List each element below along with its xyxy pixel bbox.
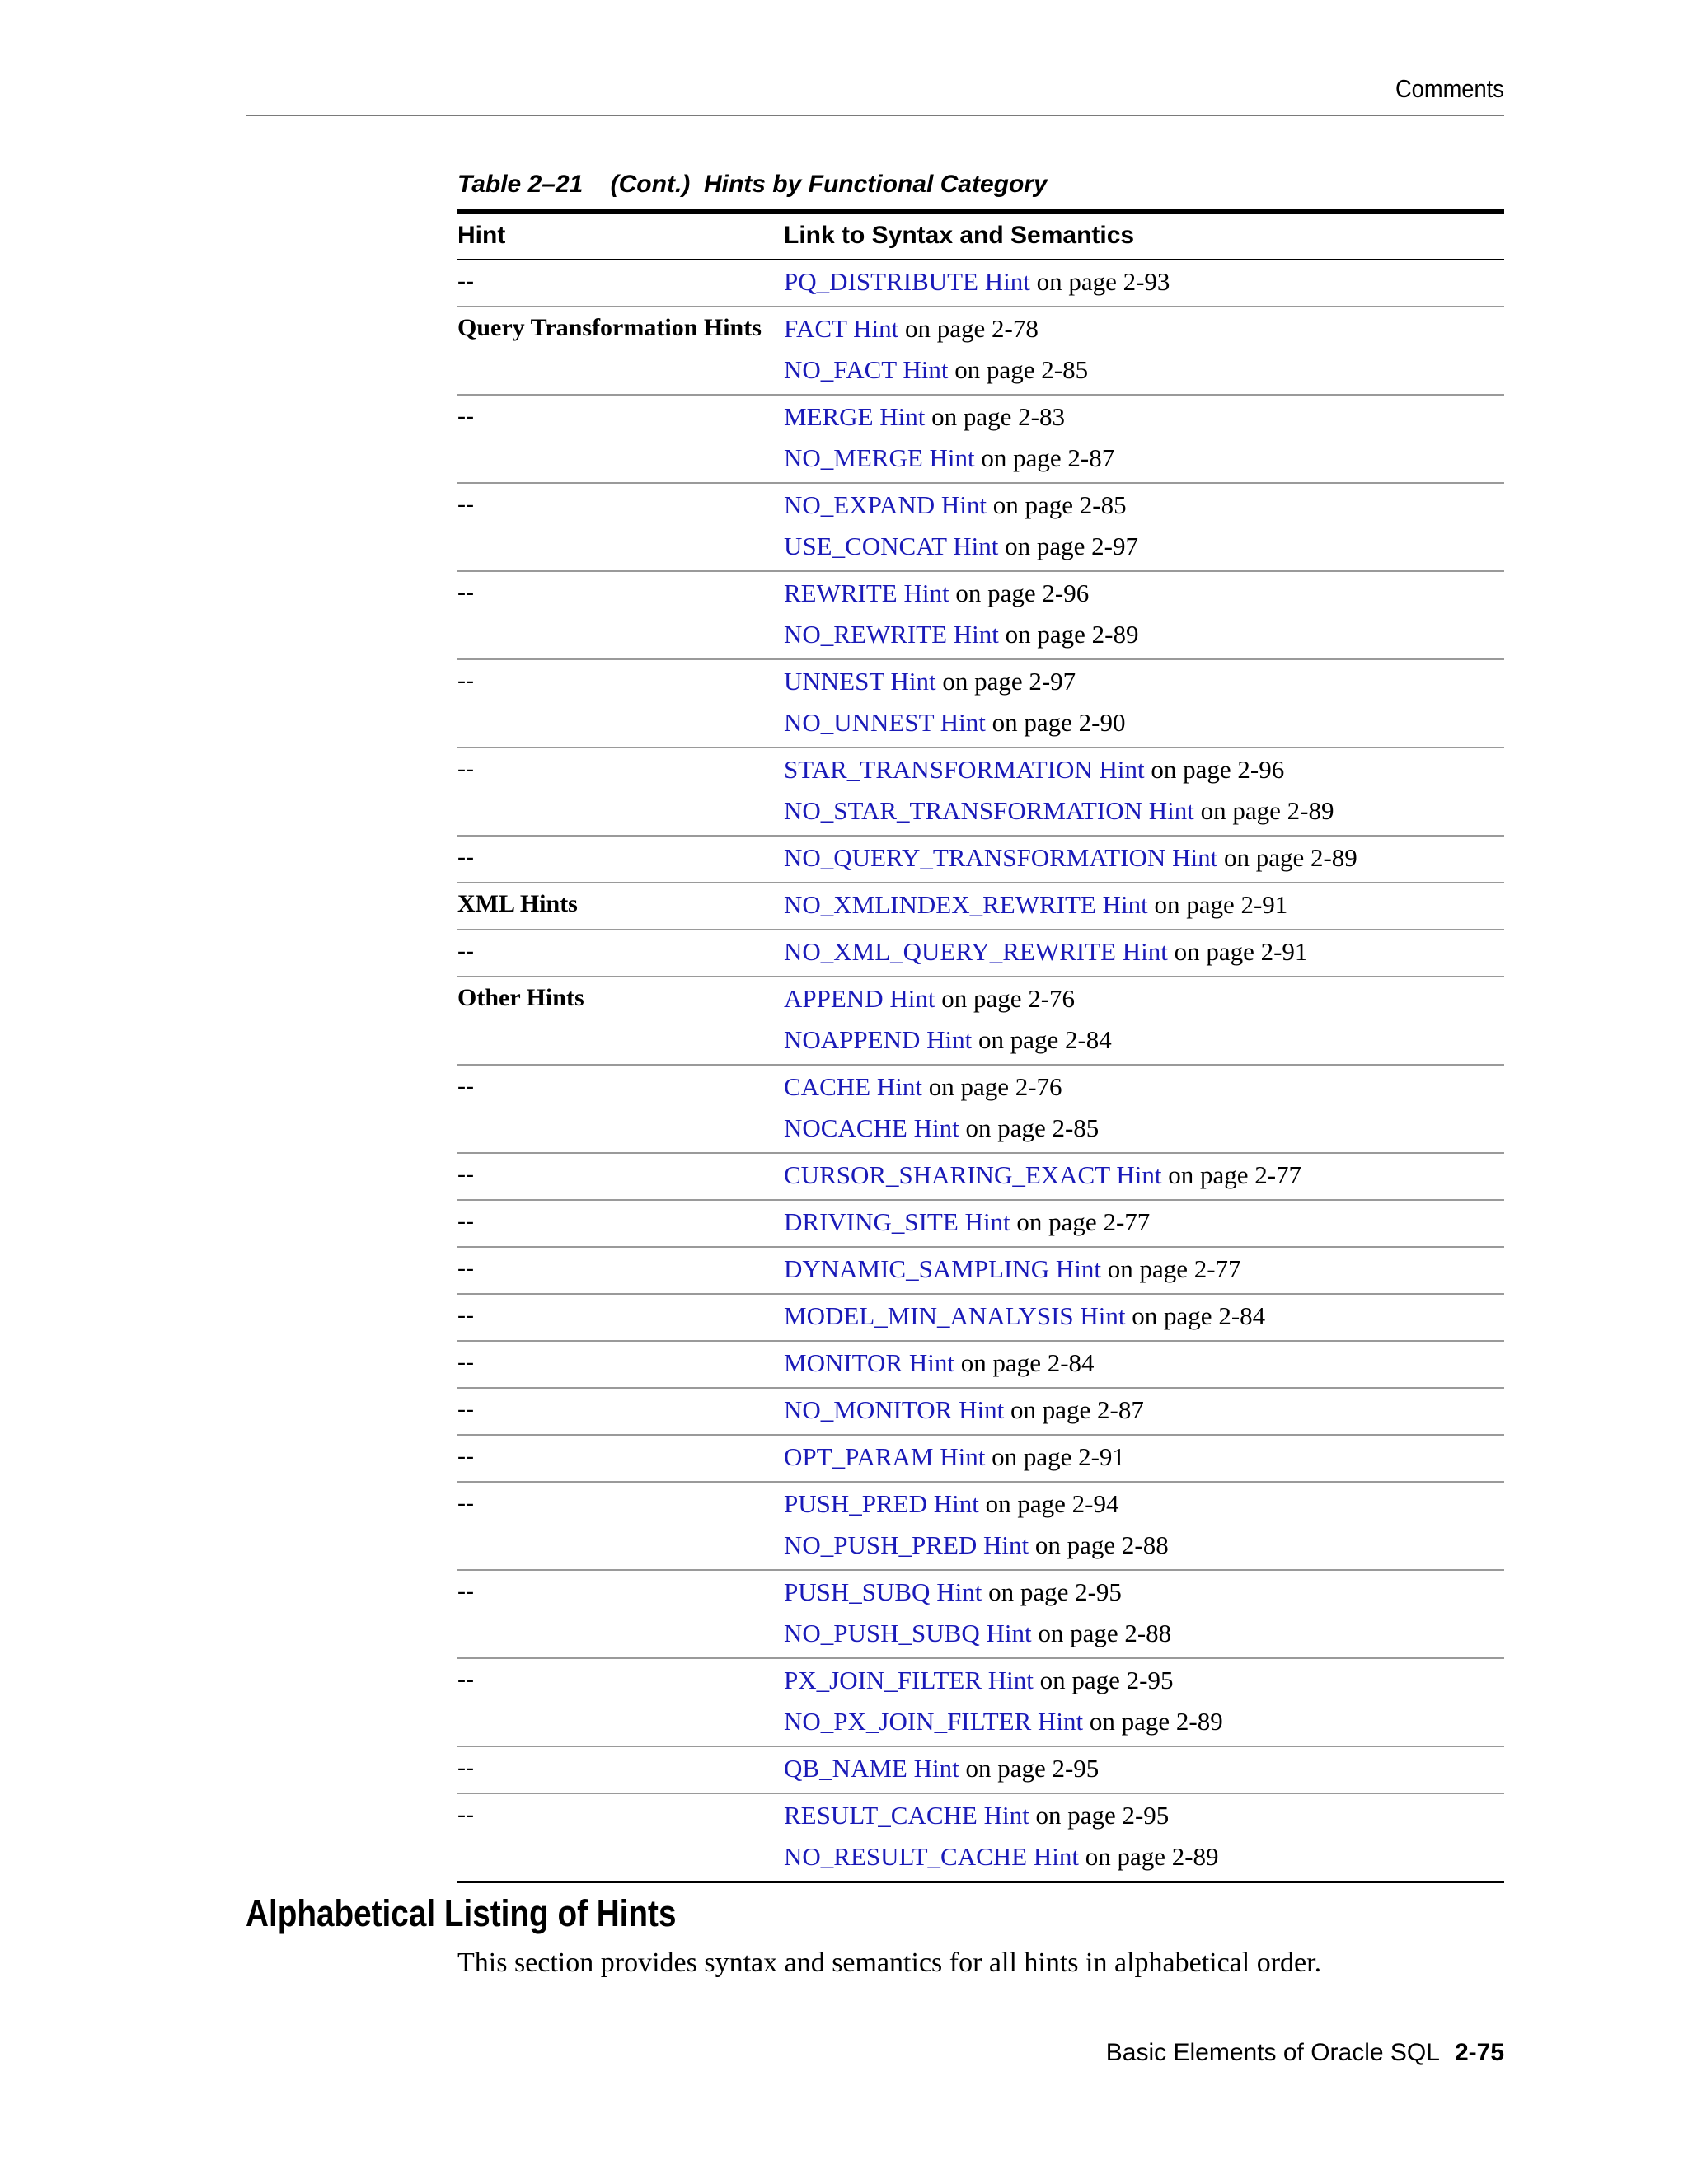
page-reference: on page 2-95 — [988, 1577, 1122, 1606]
page-reference: on page 2-87 — [981, 443, 1115, 472]
hint-link-line — [784, 702, 1504, 743]
hint-links-cell — [784, 977, 1504, 1064]
hint-link-line — [784, 1701, 1504, 1742]
footer-book-title: Basic Elements of Oracle SQL — [1105, 2039, 1440, 2066]
hint-link-line — [784, 837, 1504, 879]
hint-link-line — [784, 1108, 1504, 1149]
table-row — [457, 1342, 1504, 1389]
table-row — [457, 1571, 1504, 1659]
hint-category: -- — [457, 1207, 474, 1235]
hint-category: Query Transformation Hints — [457, 314, 762, 341]
hint-link[interactable]: APPEND Hint — [784, 984, 935, 1013]
table-row — [457, 660, 1504, 748]
page-reference: on page 2-88 — [1034, 1530, 1169, 1559]
hint-link[interactable]: RESULT_CACHE Hint — [784, 1801, 1029, 1830]
page-reference: on page 2-77 — [1168, 1160, 1302, 1189]
hint-links-cell — [784, 1201, 1504, 1246]
page-reference: on page 2-85 — [992, 490, 1127, 519]
page-reference: on page 2-85 — [954, 355, 1089, 384]
hint-link[interactable]: NO_PUSH_PRED Hint — [784, 1530, 1029, 1559]
hint-link[interactable]: QB_NAME Hint — [784, 1754, 959, 1783]
hint-link-line — [784, 884, 1504, 926]
hint-link-line — [784, 614, 1504, 655]
hint-link[interactable]: FACT Hint — [784, 314, 899, 343]
hint-category: -- — [457, 1160, 474, 1188]
hint-link[interactable]: STAR_TRANSFORMATION Hint — [784, 755, 1145, 784]
table-row — [457, 1659, 1504, 1747]
hint-link[interactable]: REWRITE Hint — [784, 579, 950, 607]
hint-link-line — [784, 1748, 1504, 1789]
hint-link[interactable]: NO_XML_QUERY_REWRITE Hint — [784, 937, 1168, 966]
hint-link-line — [784, 1836, 1504, 1877]
hint-category: -- — [457, 1666, 474, 1693]
table-row — [457, 1389, 1504, 1436]
page-reference: on page 2-89 — [1005, 620, 1139, 649]
hint-link-line — [784, 1249, 1504, 1290]
hint-links-cell — [784, 660, 1504, 747]
table-row — [457, 748, 1504, 837]
hint-links-cell — [784, 260, 1504, 306]
page-reference: on page 2-84 — [960, 1348, 1095, 1377]
page-reference: on page 2-93 — [1036, 267, 1170, 296]
page-reference: on page 2-89 — [1089, 1707, 1223, 1736]
hint-link[interactable]: OPT_PARAM Hint — [784, 1442, 986, 1471]
hint-category: -- — [457, 1489, 474, 1516]
page-reference: on page 2-90 — [992, 708, 1126, 737]
hint-link[interactable]: MODEL_MIN_ANALYSIS Hint — [784, 1301, 1126, 1330]
hint-link[interactable]: PUSH_PRED Hint — [784, 1489, 979, 1518]
page-reference: on page 2-91 — [992, 1442, 1125, 1471]
hint-category: -- — [457, 1395, 474, 1422]
hint-link-line — [784, 1343, 1504, 1384]
hint-link[interactable]: NOCACHE Hint — [784, 1113, 959, 1142]
page-reference: on page 2-78 — [905, 314, 1039, 343]
hint-link-line — [784, 526, 1504, 567]
hint-category: -- — [457, 1754, 474, 1781]
hint-link-line — [784, 1155, 1504, 1196]
hint-links-cell — [784, 883, 1504, 929]
page-reference: on page 2-83 — [931, 402, 1065, 431]
hint-links-cell — [784, 1066, 1504, 1152]
hint-category: -- — [457, 667, 474, 694]
page-reference: on page 2-84 — [978, 1025, 1112, 1054]
header-link: Link to Syntax and Semantics — [784, 222, 1135, 249]
hint-link-line — [784, 1296, 1504, 1337]
hint-link[interactable]: NO_QUERY_TRANSFORMATION Hint — [784, 843, 1218, 872]
hint-category: -- — [457, 579, 474, 606]
page-reference: on page 2-85 — [965, 1113, 1100, 1142]
page-footer — [1106, 2039, 1504, 2067]
hint-links-cell — [784, 1295, 1504, 1340]
hint-category: -- — [457, 843, 474, 870]
hint-link-line — [784, 438, 1504, 479]
table-top-rule — [457, 209, 1504, 214]
table-row — [457, 1483, 1504, 1571]
hint-link[interactable]: NO_MONITOR Hint — [784, 1395, 1005, 1424]
page-reference: on page 2-91 — [1154, 890, 1288, 919]
hint-link[interactable]: UNNEST Hint — [784, 667, 936, 696]
hint-category: -- — [457, 1442, 474, 1469]
table-body — [457, 260, 1504, 1883]
hint-links-cell — [784, 1248, 1504, 1293]
hint-link-line — [784, 1613, 1504, 1654]
hint-links-cell — [784, 837, 1504, 882]
hint-link-line — [784, 1525, 1504, 1566]
hint-links-cell — [784, 1342, 1504, 1387]
table-row — [457, 484, 1504, 572]
hint-link[interactable]: NO_MERGE Hint — [784, 443, 975, 472]
hint-link[interactable]: NO_EXPAND Hint — [784, 490, 987, 519]
page-reference: on page 2-87 — [1010, 1395, 1144, 1424]
hint-link[interactable]: CACHE Hint — [784, 1072, 922, 1101]
hint-link-line — [784, 349, 1504, 391]
hint-links-cell — [784, 307, 1504, 394]
hint-links-cell — [784, 1794, 1504, 1881]
table-row — [457, 837, 1504, 883]
page-reference: on page 2-77 — [1016, 1207, 1151, 1236]
table-row — [457, 930, 1504, 977]
hint-links-cell — [784, 1154, 1504, 1199]
hint-link[interactable]: PUSH_SUBQ Hint — [784, 1577, 982, 1606]
hint-category: -- — [457, 267, 474, 294]
hint-links-cell — [784, 396, 1504, 482]
page-reference: on page 2-76 — [941, 984, 1076, 1013]
hint-link[interactable]: NO_UNNEST Hint — [784, 708, 986, 737]
hint-category: -- — [457, 490, 474, 518]
page-reference: on page 2-95 — [1035, 1801, 1170, 1830]
hint-category: -- — [457, 755, 474, 782]
hint-category: XML Hints — [457, 890, 578, 917]
page-reference: on page 2-89 — [1085, 1842, 1219, 1871]
table-row — [457, 1295, 1504, 1342]
hint-link[interactable]: NO_RESULT_CACHE Hint — [784, 1842, 1079, 1871]
hint-category: -- — [457, 1072, 474, 1099]
page-reference: on page 2-96 — [1151, 755, 1285, 784]
hint-links-cell — [784, 572, 1504, 658]
table-row — [457, 883, 1504, 930]
hint-link-line — [784, 931, 1504, 972]
table-row — [457, 1154, 1504, 1201]
table-row — [457, 260, 1504, 307]
table-row — [457, 307, 1504, 396]
hint-link[interactable]: NO_REWRITE Hint — [784, 620, 999, 649]
page-reference: on page 2-91 — [1174, 937, 1308, 966]
table-row — [457, 1248, 1504, 1295]
hint-links-cell — [784, 1659, 1504, 1746]
header-hint: Hint — [457, 222, 506, 249]
hint-category: -- — [457, 1801, 474, 1828]
page-reference: on page 2-97 — [942, 667, 1076, 696]
hints-table — [457, 209, 1504, 1883]
hint-link[interactable]: DRIVING_SITE Hint — [784, 1207, 1010, 1236]
hint-link-line — [784, 978, 1504, 1019]
hint-link-line — [784, 1436, 1504, 1478]
hint-link-line — [784, 1202, 1504, 1243]
section-heading: Alphabetical Listing of Hints — [246, 1892, 677, 1934]
hint-link-line — [784, 573, 1504, 614]
hint-category: -- — [457, 937, 474, 964]
header-rule — [246, 115, 1504, 116]
hint-link[interactable]: MERGE Hint — [784, 402, 926, 431]
table-caption: Table 2–21 (Cont.) Hints by Functional Category — [457, 171, 1048, 198]
hint-link[interactable]: NO_PX_JOIN_FILTER Hint — [784, 1707, 1084, 1736]
hint-link-line — [784, 1795, 1504, 1836]
hint-links-cell — [784, 930, 1504, 976]
table-row — [457, 396, 1504, 484]
hint-link-line — [784, 1019, 1504, 1061]
table-row — [457, 1066, 1504, 1154]
hint-category: -- — [457, 1577, 474, 1605]
table-row — [457, 1747, 1504, 1794]
hint-category: -- — [457, 1301, 474, 1329]
hint-link-line — [784, 261, 1504, 302]
hint-link[interactable]: NO_STAR_TRANSFORMATION Hint — [784, 796, 1194, 825]
hint-link-line — [784, 790, 1504, 832]
hint-links-cell — [784, 748, 1504, 835]
hint-links-cell — [784, 1747, 1504, 1793]
page-reference: on page 2-89 — [1200, 796, 1334, 825]
hint-link[interactable]: CURSOR_SHARING_EXACT Hint — [784, 1160, 1162, 1189]
table-row — [457, 1201, 1504, 1248]
hint-link-line — [784, 1660, 1504, 1701]
hint-links-cell — [784, 1483, 1504, 1569]
hint-link[interactable]: NO_FACT Hint — [784, 355, 949, 384]
hint-link[interactable]: PX_JOIN_FILTER Hint — [784, 1666, 1034, 1694]
hint-category: Other Hints — [457, 984, 584, 1011]
hint-link-line — [784, 396, 1504, 438]
hint-link[interactable]: MONITOR Hint — [784, 1348, 954, 1377]
hint-link[interactable]: DYNAMIC_SAMPLING Hint — [784, 1254, 1101, 1283]
page-reference: on page 2-77 — [1107, 1254, 1241, 1283]
page-reference: on page 2-95 — [965, 1754, 1100, 1783]
page-reference: on page 2-76 — [928, 1072, 1062, 1101]
hint-link-line — [784, 1066, 1504, 1108]
table-row — [457, 977, 1504, 1066]
hint-category: -- — [457, 1254, 474, 1282]
footer-page-number: 2-75 — [1454, 2039, 1504, 2066]
page-reference: on page 2-88 — [1038, 1619, 1172, 1647]
section-paragraph: This section provides syntax and semantics for all hints in alphabetical order. — [457, 1947, 1322, 1978]
hint-link-line — [784, 1483, 1504, 1525]
hint-link-line — [784, 1390, 1504, 1431]
hint-link[interactable]: NOAPPEND Hint — [784, 1025, 973, 1054]
table-header-row — [457, 214, 1504, 260]
page-reference: on page 2-97 — [1005, 532, 1138, 560]
hint-link-line — [784, 661, 1504, 702]
hint-links-cell — [784, 1389, 1504, 1434]
hint-links-cell — [784, 484, 1504, 570]
hint-category: -- — [457, 1348, 474, 1376]
hint-link[interactable]: PQ_DISTRIBUTE Hint — [784, 267, 1030, 296]
running-head: Comments — [1395, 74, 1504, 103]
page-reference: on page 2-96 — [955, 579, 1090, 607]
page-reference: on page 2-89 — [1223, 843, 1357, 872]
hint-links-cell — [784, 1436, 1504, 1481]
page-reference: on page 2-84 — [1132, 1301, 1266, 1330]
table-row — [457, 1794, 1504, 1883]
hint-category: -- — [457, 402, 474, 429]
hint-link[interactable]: USE_CONCAT Hint — [784, 532, 999, 560]
table-row — [457, 1436, 1504, 1483]
hint-link-line — [784, 485, 1504, 526]
hint-link-line — [784, 1572, 1504, 1613]
page-reference: on page 2-94 — [985, 1489, 1119, 1518]
hint-link[interactable]: NO_XMLINDEX_REWRITE Hint — [784, 890, 1148, 919]
hint-link[interactable]: NO_PUSH_SUBQ Hint — [784, 1619, 1032, 1647]
page-reference: on page 2-95 — [1039, 1666, 1174, 1694]
hint-links-cell — [784, 1571, 1504, 1657]
hint-link-line — [784, 749, 1504, 790]
table-row — [457, 572, 1504, 660]
hint-link-line — [784, 308, 1504, 349]
